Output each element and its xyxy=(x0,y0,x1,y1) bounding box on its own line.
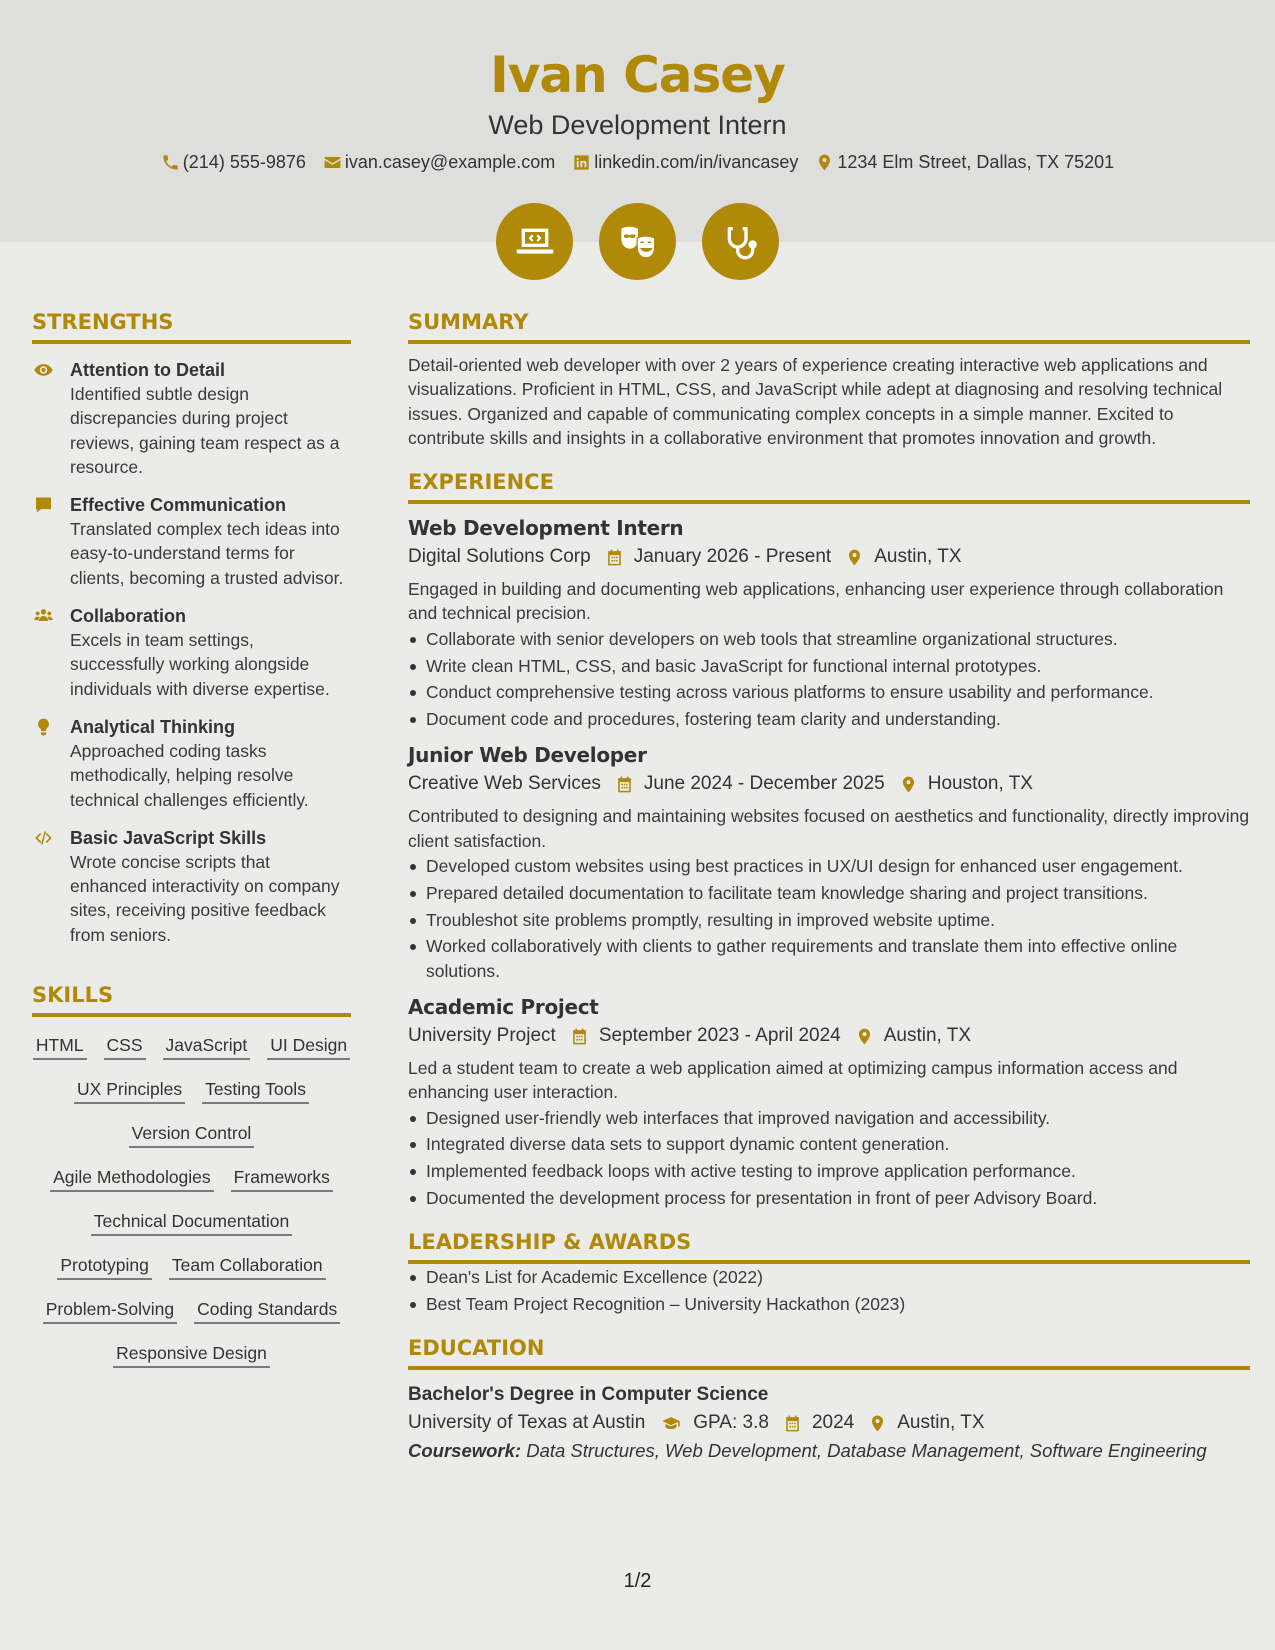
experience-entry xyxy=(408,514,1250,731)
skill-tag: Testing Tools xyxy=(202,1078,309,1104)
position-title: Junior Web Developer xyxy=(408,743,647,768)
bullet-item: Collaborate with senior developers on web tools that streamline organizational structures. xyxy=(408,627,1250,651)
graduation-year: 2024 xyxy=(811,1412,855,1434)
email-text: ivan.casey@example.com xyxy=(344,152,556,172)
linkedin-text: linkedin.com/in/ivancasey xyxy=(594,152,799,172)
phone-text: (214) 555-9876 xyxy=(182,152,306,172)
bullet-item: Documented the development process for presentation in front of peer Advisory Board. xyxy=(408,1186,1250,1210)
bullet-item: Developed custom websites using best practices in UX/UI design for enhanced user engagement. xyxy=(408,854,1250,878)
skill-tag: JavaScript xyxy=(163,1034,251,1060)
bullet-item: Worked collaboratively with clients to gather requirements and translate them into effective online solutions. xyxy=(408,934,1250,983)
skill-tag: Team Collaboration xyxy=(169,1254,326,1280)
degree-title: Bachelor's Degree in Computer Science xyxy=(408,1384,769,1406)
strength-item xyxy=(32,493,351,590)
job-bullets xyxy=(408,854,1250,983)
strength-item xyxy=(32,715,351,812)
leadership-heading: LEADERSHIP & AWARDS xyxy=(408,1228,1250,1264)
phone-icon xyxy=(161,153,180,172)
date-range: September 2023 - April 2024 xyxy=(598,1025,841,1047)
school-location: Austin, TX xyxy=(897,1412,985,1434)
bullet-item: Prepared detailed documentation to facilitate team knowledge sharing and project transitions. xyxy=(408,881,1250,905)
strength-item xyxy=(32,358,351,479)
skill-tag: Agile Methodologies xyxy=(50,1166,214,1192)
job-description: Contributed to designing and maintaining websites focused on aesthetics and functionality, directly improving client satisfaction. xyxy=(408,806,1250,851)
strength-desc: Translated complex tech ideas into easy-to-understand terms for clients, becoming a trusted advisor. xyxy=(70,519,344,588)
page-number: 1/2 xyxy=(623,1570,652,1592)
bullet-item: Write clean HTML, CSS, and basic JavaScript for functional internal prototypes. xyxy=(408,654,1250,678)
awards-list xyxy=(408,1265,1250,1316)
linkedin-icon xyxy=(572,153,591,172)
skill-tag: Frameworks xyxy=(231,1166,333,1192)
summary-heading: SUMMARY xyxy=(408,308,1250,344)
gpa-value: GPA: 3.8 xyxy=(693,1412,769,1434)
job-bullets xyxy=(408,627,1250,732)
strength-title: Collaboration xyxy=(70,606,186,627)
strength-title: Analytical Thinking xyxy=(70,716,236,737)
job-bullets xyxy=(408,1106,1250,1211)
skill-tag: Version Control xyxy=(129,1122,255,1148)
date-range: January 2026 - Present xyxy=(633,546,832,568)
graduation-cap-icon xyxy=(659,1414,683,1433)
job-location: Austin, TX xyxy=(883,1025,972,1047)
bullet-item: Troubleshot site problems promptly, resulting in improved website uptime. xyxy=(408,908,1250,932)
summary-text: Detail-oriented web developer with over 2 years of experience creating interactive web applications and visualizations. Proficient in HTML, CSS, and JavaScript while adept at diagnosing and resolving technical issues. Organized and capable of communicating complex concepts in a simple manner. Excited to contribute skills and insights in a collaborative environment that promotes innovation and growth. xyxy=(408,355,1223,448)
job-description: Led a student team to create a web application aimed at optimizing campus information access and enhancing user interaction. xyxy=(408,1058,1178,1103)
experience-heading: EXPERIENCE xyxy=(408,468,1250,504)
contact-linkedin[interactable] xyxy=(572,152,798,173)
lightbulb-icon xyxy=(32,717,55,737)
envelope-icon xyxy=(323,153,342,172)
contact-phone[interactable] xyxy=(161,152,306,173)
company-name: Creative Web Services xyxy=(408,773,601,795)
comment-icon xyxy=(32,495,55,515)
theater-masks-icon xyxy=(599,203,676,280)
stethoscope-icon xyxy=(702,203,779,280)
eye-icon xyxy=(32,360,55,380)
coursework-label: Coursework: xyxy=(408,1440,522,1462)
calendar-icon xyxy=(615,775,634,794)
strength-desc: Approached coding tasks methodically, helping resolve technical challenges efficiently. xyxy=(70,740,309,810)
strength-desc: Identified subtle design discrepancies during project reviews, gaining team respect as a resource. xyxy=(70,384,340,477)
job-title: Web Development Intern xyxy=(488,110,787,140)
award-item: Best Team Project Recognition – University Hackathon (2023) xyxy=(408,1292,1250,1316)
experience-entry xyxy=(408,993,1250,1210)
calendar-icon xyxy=(783,1414,802,1433)
school-name: University of Texas at Austin xyxy=(408,1412,646,1434)
experience-entry xyxy=(408,741,1250,983)
job-location: Houston, TX xyxy=(927,773,1033,795)
strength-desc: Excels in team settings, successfully working alongside individuals with diverse expertise. xyxy=(70,630,330,699)
coursework xyxy=(408,1439,1250,1464)
strengths-heading: STRENGTHS xyxy=(32,308,351,344)
code-icon xyxy=(32,828,55,848)
calendar-icon xyxy=(570,1027,589,1046)
skill-tag: CSS xyxy=(104,1034,146,1060)
strength-item xyxy=(32,604,351,701)
contact-email[interactable] xyxy=(323,152,555,173)
calendar-icon xyxy=(605,548,624,567)
strength-title: Basic JavaScript Skills xyxy=(70,827,267,848)
skill-tag: HTML xyxy=(33,1034,87,1060)
users-icon xyxy=(32,606,55,626)
contact-address xyxy=(815,152,1114,173)
education-heading: EDUCATION xyxy=(408,1334,1250,1370)
position-title: Academic Project xyxy=(408,995,599,1020)
strength-item xyxy=(32,826,351,947)
address-text: 1234 Elm Street, Dallas, TX 75201 xyxy=(837,152,1115,172)
candidate-name: Ivan Casey xyxy=(490,46,785,104)
company-name: Digital Solutions Corp xyxy=(408,546,591,568)
skill-tag: Prototyping xyxy=(57,1254,152,1280)
bullet-item: Integrated diverse data sets to support dynamic content generation. xyxy=(408,1132,1250,1156)
bullet-item: Conduct comprehensive testing across various platforms to ensure usability and performance. xyxy=(408,680,1250,704)
skill-tag: UI Design xyxy=(267,1034,350,1060)
map-pin-icon xyxy=(899,775,918,794)
skill-tag: Problem-Solving xyxy=(43,1298,177,1324)
bullet-item: Designed user-friendly web interfaces that improved navigation and accessibility. xyxy=(408,1106,1250,1130)
skill-tag: Responsive Design xyxy=(113,1342,270,1368)
company-name: University Project xyxy=(408,1025,556,1047)
strength-title: Effective Communication xyxy=(70,495,287,516)
award-item: Dean's List for Academic Excellence (2022) xyxy=(408,1265,1250,1289)
skill-tag: UX Principles xyxy=(74,1078,185,1104)
skills-heading: SKILLS xyxy=(32,981,351,1017)
bullet-item: Implemented feedback loops with active testing to improve application performance. xyxy=(408,1159,1250,1183)
strength-desc: Wrote concise scripts that enhanced interactivity on company sites, receiving positive feedback from seniors. xyxy=(70,851,340,945)
skill-tag: Coding Standards xyxy=(194,1298,340,1324)
map-pin-icon xyxy=(815,153,834,172)
skill-tag: Technical Documentation xyxy=(91,1210,293,1236)
right-column xyxy=(408,308,1250,1464)
map-pin-icon xyxy=(855,1027,874,1046)
contact-bar xyxy=(0,152,1275,173)
position-title: Web Development Intern xyxy=(408,516,684,541)
skills-list xyxy=(32,1034,351,1368)
coursework-list: Data Structures, Web Development, Database Management, Software Engineering xyxy=(526,1440,1207,1462)
bullet-item: Document code and procedures, fostering team clarity and understanding. xyxy=(408,707,1250,731)
job-description: Engaged in building and documenting web applications, enhancing user experience through collaboration and technical precision. xyxy=(408,579,1224,624)
job-location: Austin, TX xyxy=(874,546,962,568)
interest-icons xyxy=(0,203,1275,280)
date-range: June 2024 - December 2025 xyxy=(643,773,885,795)
map-pin-icon xyxy=(868,1414,887,1433)
laptop-code-icon xyxy=(496,203,573,280)
strength-title: Attention to Detail xyxy=(70,360,225,380)
left-column xyxy=(32,308,351,1386)
map-pin-icon xyxy=(845,548,864,567)
